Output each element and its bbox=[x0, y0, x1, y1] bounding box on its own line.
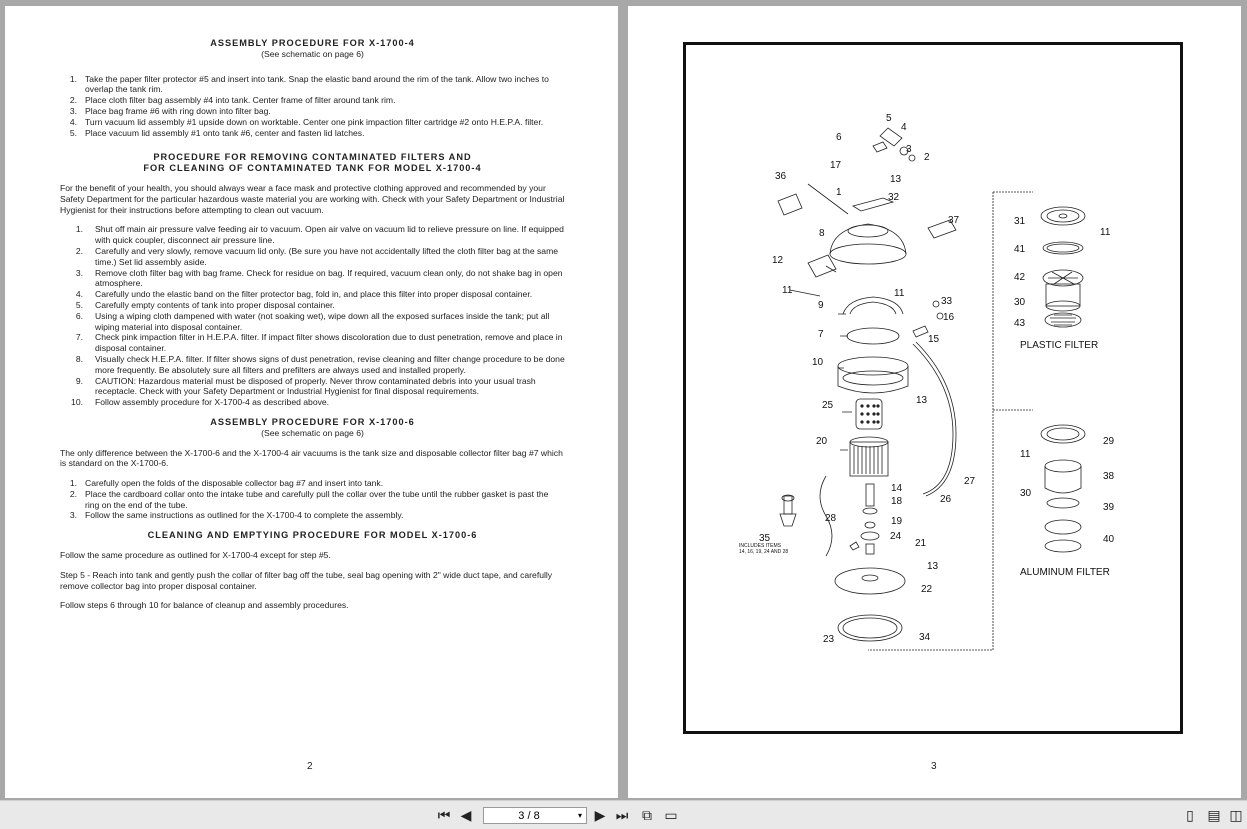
double-page-icon[interactable]: ▤ bbox=[1207, 806, 1221, 823]
step-number: 9. bbox=[75, 375, 83, 386]
part-label-5: 5 bbox=[886, 113, 892, 124]
part-label-32: 32 bbox=[888, 192, 900, 203]
step-text: Place bag frame #6 with ring down into filter bag. bbox=[85, 105, 271, 116]
aluminum-filter-housing bbox=[1045, 460, 1081, 472]
part-label-43: 43 bbox=[1014, 318, 1026, 329]
step-number: 2. bbox=[69, 488, 77, 499]
part-label-13b: 13 bbox=[916, 395, 928, 406]
step-item bbox=[60, 268, 565, 290]
valve-assembly bbox=[784, 496, 792, 514]
step-item bbox=[60, 311, 565, 333]
part-label-21: 21 bbox=[915, 538, 927, 549]
x1700-6-intro: The only difference between the X-1700-6 and the X-1700-4 air vacuums is the tank size and disposable collector filter bag #7 which is standard on the X-1700-6. bbox=[60, 447, 563, 469]
page-selector[interactable] bbox=[483, 807, 587, 824]
step-number: 2. bbox=[75, 245, 83, 256]
part-label-27: 27 bbox=[964, 476, 976, 487]
page-number: 2 bbox=[307, 761, 313, 772]
step-number: 4. bbox=[69, 116, 77, 127]
step-number: 2. bbox=[69, 95, 77, 106]
fitting-part bbox=[880, 128, 902, 146]
cleaning-para-1: Follow the same procedure as outlined for X-1700-4 except for step #5. bbox=[60, 550, 331, 561]
part-label-9: 9 bbox=[818, 300, 824, 311]
step-item bbox=[60, 397, 565, 408]
part-label-1: 1 bbox=[836, 187, 842, 198]
assembly-steps-x1700-4 bbox=[60, 74, 565, 139]
step-item bbox=[60, 95, 565, 106]
step-text: Turn vacuum lid assembly #1 upside down on worktable. Center one pink impaction filter cartridge #2 onto H.E.P.A. filter. bbox=[85, 116, 544, 127]
part-label-12: 12 bbox=[772, 255, 784, 266]
aluminum-filter-band bbox=[1045, 540, 1081, 552]
heading-assembly-x1700-6: ASSEMBLY PROCEDURE FOR X-1700-6 bbox=[210, 416, 415, 427]
cleaning-steps-x1700-4 bbox=[60, 224, 565, 408]
part-label-30b: 30 bbox=[1020, 488, 1032, 499]
includes-note: INCLUDES ITEMS bbox=[739, 543, 781, 549]
schematic-ref-2: (See schematic on page 6) bbox=[261, 427, 364, 438]
single-page-icon[interactable]: ▯ bbox=[1186, 806, 1194, 823]
step-text: Remove cloth filter bag with bag frame. Check for residue on bag. If required, vacuum clean only, do not shake bag in open atmosphere. bbox=[95, 267, 563, 289]
step-number: 10. bbox=[71, 397, 83, 408]
last-page-icon[interactable]: ⏭ bbox=[615, 806, 629, 823]
part-label-19: 19 bbox=[891, 516, 903, 527]
bag-frame bbox=[843, 297, 903, 314]
step-number: 4. bbox=[75, 289, 83, 300]
part-label-36: 36 bbox=[775, 171, 787, 182]
part-label-11b: 11 bbox=[894, 288, 905, 299]
step-text: Carefully empty contents of tank into proper disposal container. bbox=[95, 299, 335, 310]
step-text: Check pink impaction filter in H.E.P.A. filter. If impact filter shows discoloration due to dust penetration, remove and place in disposal container. bbox=[95, 332, 563, 354]
part-label-28: 28 bbox=[825, 513, 837, 524]
assembly-steps-x1700-6 bbox=[60, 478, 565, 521]
part-label-42: 42 bbox=[1014, 272, 1026, 283]
step-text: Visually check H.E.P.A. filter. If filter shows signs of dust penetration, revise cleaning and filter change procedure to be done more frequently. Be absolutely sure all filters and prefilters are always used and installed properly. bbox=[95, 353, 565, 375]
bracket-part bbox=[778, 194, 802, 215]
handle-part bbox=[853, 198, 893, 211]
part-label-10: 10 bbox=[812, 357, 824, 368]
step-number: 1. bbox=[69, 478, 77, 489]
step-item bbox=[60, 489, 565, 511]
part-label-6: 6 bbox=[836, 132, 842, 143]
left-page bbox=[5, 6, 618, 798]
part-label-24: 24 bbox=[890, 531, 902, 542]
step-text: Place cloth filter bag assembly #4 into tank. Center frame of filter around tank rim. bbox=[85, 95, 396, 106]
step-number: 6. bbox=[75, 310, 83, 321]
step-text: Carefully undo the elastic band on the filter protector bag, fold in, and place this filter into proper disposal container. bbox=[95, 289, 533, 300]
heading-cleaning-tank: FOR CLEANING OF CONTAMINATED TANK FOR MODEL X-1700-4 bbox=[143, 163, 482, 174]
page-number: 3 bbox=[931, 761, 937, 772]
step-item bbox=[60, 74, 565, 96]
step-item bbox=[60, 478, 565, 489]
step-text: CAUTION: Hazardous material must be disposed of properly. Never throw contaminated debris into your usual trash receptacle. Check with your Safety Department or Industrial Hygienist for final disposal requirements. bbox=[95, 375, 536, 397]
part-label-26: 26 bbox=[940, 494, 952, 505]
step-number: 3. bbox=[69, 105, 77, 116]
heading-cleaning-x1700-6: CLEANING AND EMPTYING PROCEDURE FOR MODEL X-1700-6 bbox=[147, 530, 478, 541]
first-page-icon[interactable]: ⏮ bbox=[437, 806, 451, 823]
part-label-8: 8 bbox=[819, 228, 825, 239]
step-number: 3. bbox=[75, 267, 83, 278]
prev-page-icon[interactable]: ◀ bbox=[460, 806, 472, 823]
chevron-down-icon[interactable]: ▾ bbox=[577, 811, 582, 820]
part-label-40: 40 bbox=[1103, 534, 1115, 545]
step-item bbox=[60, 354, 565, 376]
part-label-41: 41 bbox=[1014, 244, 1026, 255]
step-number: 5. bbox=[69, 127, 77, 138]
right-page bbox=[628, 6, 1241, 798]
part-label-34: 34 bbox=[919, 632, 931, 643]
step-text: Follow the same instructions as outlined for the X-1700-4 to complete the assembly. bbox=[85, 510, 404, 521]
heading-assembly-x1700-4: ASSEMBLY PROCEDURE FOR X-1700-4 bbox=[210, 38, 415, 48]
step-item bbox=[60, 117, 565, 128]
step-text: Carefully open the folds of the disposable collector bag #7 and insert into tank. bbox=[85, 478, 384, 489]
part-label-4: 4 bbox=[901, 122, 907, 133]
part-label-33: 33 bbox=[941, 296, 953, 307]
step-item bbox=[60, 376, 565, 398]
part-label-29: 29 bbox=[1103, 436, 1115, 447]
step-item bbox=[60, 289, 565, 300]
part-label-31: 31 bbox=[1014, 216, 1026, 227]
filter-disc bbox=[847, 328, 899, 344]
cleaning-para-3: Follow steps 6 through 10 for balance of cleanup and assembly procedures. bbox=[60, 600, 349, 611]
aluminum-filter-screen bbox=[1045, 520, 1081, 534]
part-label-14: 14 bbox=[891, 483, 903, 494]
page-2-text bbox=[60, 38, 565, 611]
intake-tube bbox=[866, 484, 874, 506]
part-label-38: 38 bbox=[1103, 471, 1115, 482]
vacuum-lid bbox=[830, 244, 906, 264]
part-label-18: 18 bbox=[891, 496, 903, 507]
step-number: 3. bbox=[69, 510, 77, 521]
plastic-filter-label: PLASTIC FILTER bbox=[1020, 340, 1099, 351]
step-text: Shut off main air pressure valve feeding air to vacuum. Open air valve on vacuum lid to relieve pressure on line. If equipped with quick coupler, disconnect air pressure line. bbox=[95, 224, 564, 246]
fit-icon[interactable]: ▭ bbox=[664, 806, 678, 823]
part-label-3: 3 bbox=[906, 144, 912, 155]
step-number: 5. bbox=[75, 299, 83, 310]
step-text: Follow assembly procedure for X-1700-4 as described above. bbox=[95, 397, 330, 408]
part-label-15: 15 bbox=[928, 334, 940, 345]
tank-gasket bbox=[838, 615, 902, 641]
rotate-icon[interactable]: ⧉ bbox=[642, 806, 652, 823]
health-intro: For the benefit of your health, you should always wear a face mask and protective clothing approved and recommended by your Safety Department for the particular hazardous waste material you are working with. Check with your Safety Department or Industrial Hygienist for their instructions before attempting to clean out vacuum. bbox=[60, 182, 565, 215]
tank-rim bbox=[838, 357, 908, 375]
part-label-13a: 13 bbox=[890, 174, 902, 185]
step-item bbox=[60, 106, 565, 117]
viewer-toolbar bbox=[0, 800, 1247, 829]
part-label-20: 20 bbox=[816, 436, 828, 447]
part-label-35: 35 bbox=[759, 533, 771, 544]
page-indicator: 3 / 8 bbox=[518, 809, 540, 822]
heading-removing-filters: PROCEDURE FOR REMOVING CONTAMINATED FILTERS AND bbox=[153, 152, 472, 163]
next-page-icon[interactable]: ▶ bbox=[594, 806, 606, 823]
part-label-17: 17 bbox=[830, 160, 842, 171]
part-label-11a: 11 bbox=[782, 285, 793, 296]
step-item bbox=[60, 224, 565, 246]
step-text: Place the cardboard collar onto the intake tube and carefully pull the collar over the tube until the rubber gasket is past the ring on the end of the tube. bbox=[85, 488, 549, 510]
step-number: 1. bbox=[69, 73, 77, 84]
step-item bbox=[60, 332, 565, 354]
cleaning-para-2: Step 5 - Reach into tank and gently push the collar of filter bag off the tube, seal bag opening with 2" wide duct tape, and carefully remove collector bag into proper disposal container. bbox=[60, 569, 553, 591]
part-label-37: 37 bbox=[948, 215, 960, 226]
part-label-11c: 11 bbox=[1100, 227, 1111, 238]
step-text: Carefully and very slowly, remove vacuum lid only. (Be sure you have not accidentally lifted the cloth filter bag at the same time.) Set lid assembly aside. bbox=[95, 245, 559, 267]
part-label-16: 16 bbox=[943, 312, 955, 323]
step-number: 7. bbox=[75, 332, 83, 343]
step-item bbox=[60, 246, 565, 268]
schematic-ref: (See schematic on page 6) bbox=[261, 48, 364, 59]
step-item bbox=[60, 128, 565, 139]
part-label-11d: 11 bbox=[1020, 449, 1031, 460]
air-hose bbox=[913, 344, 953, 494]
part-label-25: 25 bbox=[822, 400, 834, 411]
includes-items: 14, 16, 19, 24 AND 28 bbox=[739, 549, 789, 555]
step-item bbox=[60, 300, 565, 311]
step-text: Take the paper filter protector #5 and insert into tank. Snap the elastic band around the rim of the tank. Allow two inches to overlap the tank rim. bbox=[85, 73, 549, 95]
part-label-39: 39 bbox=[1103, 502, 1115, 513]
step-number: 1. bbox=[75, 224, 83, 235]
part-label-22: 22 bbox=[921, 584, 933, 595]
aluminum-filter-label: ALUMINUM FILTER bbox=[1020, 567, 1110, 578]
aluminum-filter-disc bbox=[1047, 498, 1079, 508]
part-label-7: 7 bbox=[818, 329, 824, 340]
step-text: Place vacuum lid assembly #1 onto tank #6, center and fasten lid latches. bbox=[85, 127, 365, 138]
part-label-30a: 30 bbox=[1014, 297, 1026, 308]
facing-page-icon[interactable]: ◫ bbox=[1229, 806, 1243, 823]
part-label-23: 23 bbox=[823, 634, 835, 645]
part-label-13c: 13 bbox=[927, 561, 939, 572]
step-text: Using a wiping cloth dampened with water (not soaking wet), wipe down all the exposed surfaces inside the tank; put all wiping material into disposal container. bbox=[95, 310, 550, 332]
step-number: 8. bbox=[75, 353, 83, 364]
part-label-2: 2 bbox=[924, 152, 930, 163]
exploded-parts-diagram bbox=[628, 6, 1241, 798]
step-item bbox=[60, 510, 565, 521]
